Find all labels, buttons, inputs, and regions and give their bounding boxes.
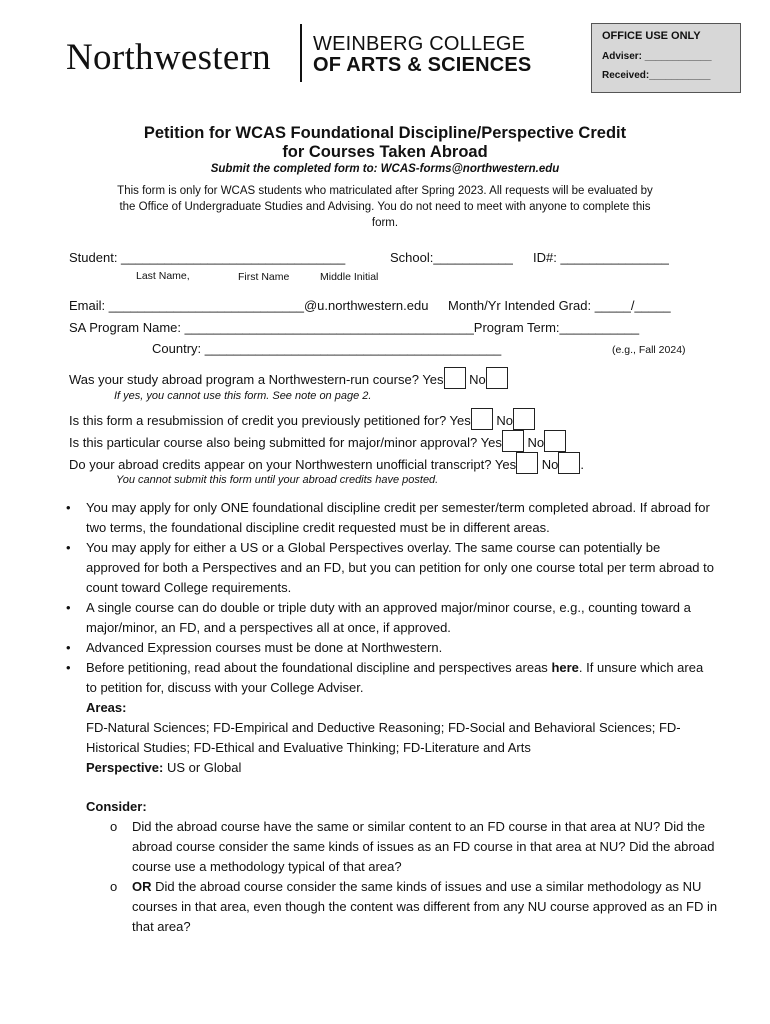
major-minor-yes-checkbox[interactable]: [502, 430, 524, 452]
b5-pre-text: Before petitioning, read about the foundational discipline and perspectives areas: [86, 660, 552, 675]
last-name-label: Last Name,: [136, 270, 190, 282]
nu-run-no-label: No: [469, 372, 486, 387]
consider-item-text: Did the abroad course consider the same kinds of issues and use a similar methodology as NU courses in that area, even though the content was different from any NU course approved as an FD in that area?: [132, 879, 718, 934]
transcript-no-label: No: [541, 457, 559, 472]
transcript-note: You cannot submit this form until your abroad credits have posted.: [116, 474, 439, 486]
b5-post-text: . If unsure which area to petition for, discuss with your College Adviser.: [86, 660, 704, 695]
question-transcript: [69, 452, 584, 474]
nu-run-no-checkbox[interactable]: [486, 367, 508, 389]
question-major-minor: [69, 430, 566, 452]
id-field[interactable]: ID#: _______________: [533, 250, 669, 265]
received-field[interactable]: Received:___________: [602, 70, 711, 81]
consider-item: [86, 877, 726, 937]
question-resubmission-text: Is this form a resubmission of credit you previously petitioned for? Yes: [69, 413, 471, 428]
transcript-period: .: [580, 457, 584, 472]
list-item: • A single course can do double or triple duty with an approved major/minor course, e.g., counting toward a major/minor, an FD, and a perspectives all at once, if approved.: [64, 598, 714, 638]
form-title-line-2: for Courses Taken Abroad: [282, 143, 488, 161]
question-nu-run-text: Was your study abroad program a Northwestern-run course? Yes: [69, 372, 444, 387]
or-label: OR: [132, 879, 152, 894]
list-item: • You may apply for only ONE foundational discipline credit per semester/term completed abroad. If abroad for two terms, the foundational discipline credit requested must be in different areas.: [64, 498, 714, 538]
areas-text: FD-Natural Sciences; FD-Empirical and Deductive Reasoning; FD-Social and Behavioral Sciences; FD-Historical Studies; FD-Ethical and Evaluative Thinking; FD-Literature and Arts: [86, 720, 681, 755]
college-logo-text: [313, 34, 531, 76]
transcript-no-checkbox[interactable]: [558, 452, 580, 474]
list-item: • You may apply for either a US or a Global Perspectives overlay. The same course can potentially be approved for both a Perspectives and an FD, but you can petition for only one course total per term abroad to count toward College requirements.: [64, 538, 714, 598]
form-title-line-1: Petition for WCAS Foundational Discipline/Perspective Credit: [143, 124, 627, 142]
list-item: • Advanced Expression courses must be done at Northwestern.: [64, 638, 714, 658]
student-field[interactable]: Student: _______________________________: [69, 250, 346, 265]
question-transcript-text: Do your abroad credits appear on your Northwestern unofficial transcript? Yes: [69, 457, 517, 472]
grad-date-field[interactable]: Month/Yr Intended Grad: _____/_____: [448, 298, 671, 313]
major-minor-no-label: No: [527, 435, 545, 450]
nu-run-note: If yes, you cannot use this form. See note on page 2.: [114, 390, 372, 402]
first-name-label: First Name: [238, 271, 290, 283]
list-item: [64, 658, 714, 698]
northwestern-logo-text: Northwestern: [66, 37, 271, 78]
logo-divider: [300, 24, 302, 82]
submit-note: Submit the completed form to: WCAS-forms@northwestern.edu: [210, 163, 560, 175]
areas-here-link[interactable]: here: [551, 660, 579, 675]
question-major-minor-text: Is this particular course also being submitted for major/minor approval? Yes: [69, 435, 502, 450]
form-title: [0, 124, 770, 162]
office-use-box: [591, 23, 741, 93]
transcript-yes-checkbox[interactable]: [516, 452, 538, 474]
guidelines-list: [64, 498, 714, 698]
resubmission-yes-checkbox[interactable]: [471, 408, 493, 430]
question-resubmission: [69, 408, 535, 430]
term-example: (e.g., Fall 2024): [612, 344, 686, 356]
nu-run-yes-checkbox[interactable]: [444, 367, 466, 389]
consider-section: [86, 797, 726, 937]
college-line-2: OF ARTS & SCIENCES: [313, 54, 532, 76]
adviser-field[interactable]: Adviser: ____________: [602, 51, 712, 62]
perspective-label: Perspective:: [86, 760, 164, 775]
consider-label: Consider:: [86, 799, 147, 814]
consider-item: o Did the abroad course have the same or similar content to an FD course in that area at NU? Did the abroad course consider the same kinds of issues as an FD course in that area at NU? Did the abroad course use a methodology typical of that area?: [86, 817, 726, 877]
school-field[interactable]: School:___________: [390, 250, 513, 265]
sa-program-field[interactable]: SA Program Name: ________________________________________Program Term:___________: [69, 320, 640, 335]
question-nu-run: [69, 367, 508, 389]
perspective-text: US or Global: [163, 760, 242, 775]
resubmission-no-label: No: [496, 413, 514, 428]
middle-initial-label: Middle Initial: [320, 271, 379, 283]
office-use-title: OFFICE USE ONLY: [602, 30, 701, 42]
intro-text: This form is only for WCAS students who matriculated after Spring 2023. All requests will be evaluated by the Office of Undergraduate Studies and Advising. You do not need to meet with anyone to complete this form.: [117, 185, 653, 229]
resubmission-no-checkbox[interactable]: [513, 408, 535, 430]
email-field[interactable]: Email: ___________________________@u.northwestern.edu: [69, 298, 429, 313]
major-minor-no-checkbox[interactable]: [544, 430, 566, 452]
college-line-1: WEINBERG COLLEGE: [313, 33, 526, 55]
areas-label: Areas:: [86, 700, 127, 715]
country-field[interactable]: Country: _________________________________________: [152, 341, 502, 356]
areas-section: [86, 698, 726, 778]
